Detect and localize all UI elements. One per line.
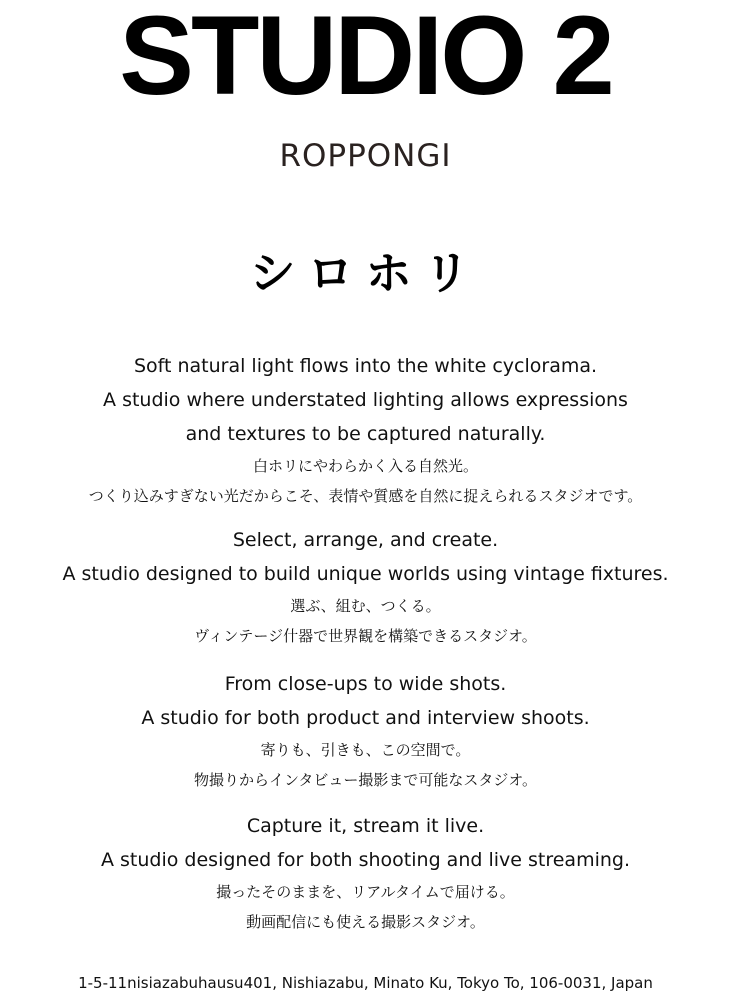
studio-title: STUDIO 2 [119,0,612,118]
japanese-line: つくり込みすぎない光だからこそ、表情や質感を自然に捉えられるスタジオです。 [88,487,643,505]
english-line: and textures to be captured naturally. [185,423,546,445]
location-subtitle: ROPPONGI [279,138,452,174]
english-line: From close-ups to wide shots. [224,673,507,695]
english-line: Soft natural light flows into the white cyclorama. [133,355,598,377]
japanese-line: 撮ったそのままを、リアルタイムで届ける。 [216,883,515,901]
english-line: Capture it, stream it live. [246,815,485,837]
japanese-line: 動画配信にも使える撮影スタジオ。 [246,913,485,931]
feature-section-natural-light [0,349,731,511]
japanese-line: 選ぶ、組む、つくる。 [290,597,441,615]
english-line: Select, arrange, and create. [232,529,499,551]
english-line: A studio for both product and interview shoots. [141,707,590,729]
english-line: A studio designed to build unique worlds using vintage fixtures. [62,563,669,585]
feature-section-live-streaming [0,809,731,937]
japanese-line: 寄りも、引きも、この空間で。 [260,741,471,759]
english-line: A studio where understated lighting allows expressions [103,389,628,411]
japanese-line: ヴィンテージ什器で世界観を構築できるスタジオ。 [194,627,537,645]
japanese-line: 白ホリにやわらかく入る自然光。 [252,457,478,475]
japanese-line: 物撮りからインタビュー撮影まで可能なスタジオ。 [193,771,538,789]
english-line: A studio designed for both shooting and live streaming. [100,849,630,871]
studio-address: 1-5-11nisiazabuhausu401, Nishiazabu, Minato Ku, Tokyo To, 106-0031, Japan [78,974,653,992]
japanese-title: シロホリ [249,246,482,300]
feature-section-shot-range [0,667,731,795]
feature-section-vintage-fixtures [0,523,731,651]
